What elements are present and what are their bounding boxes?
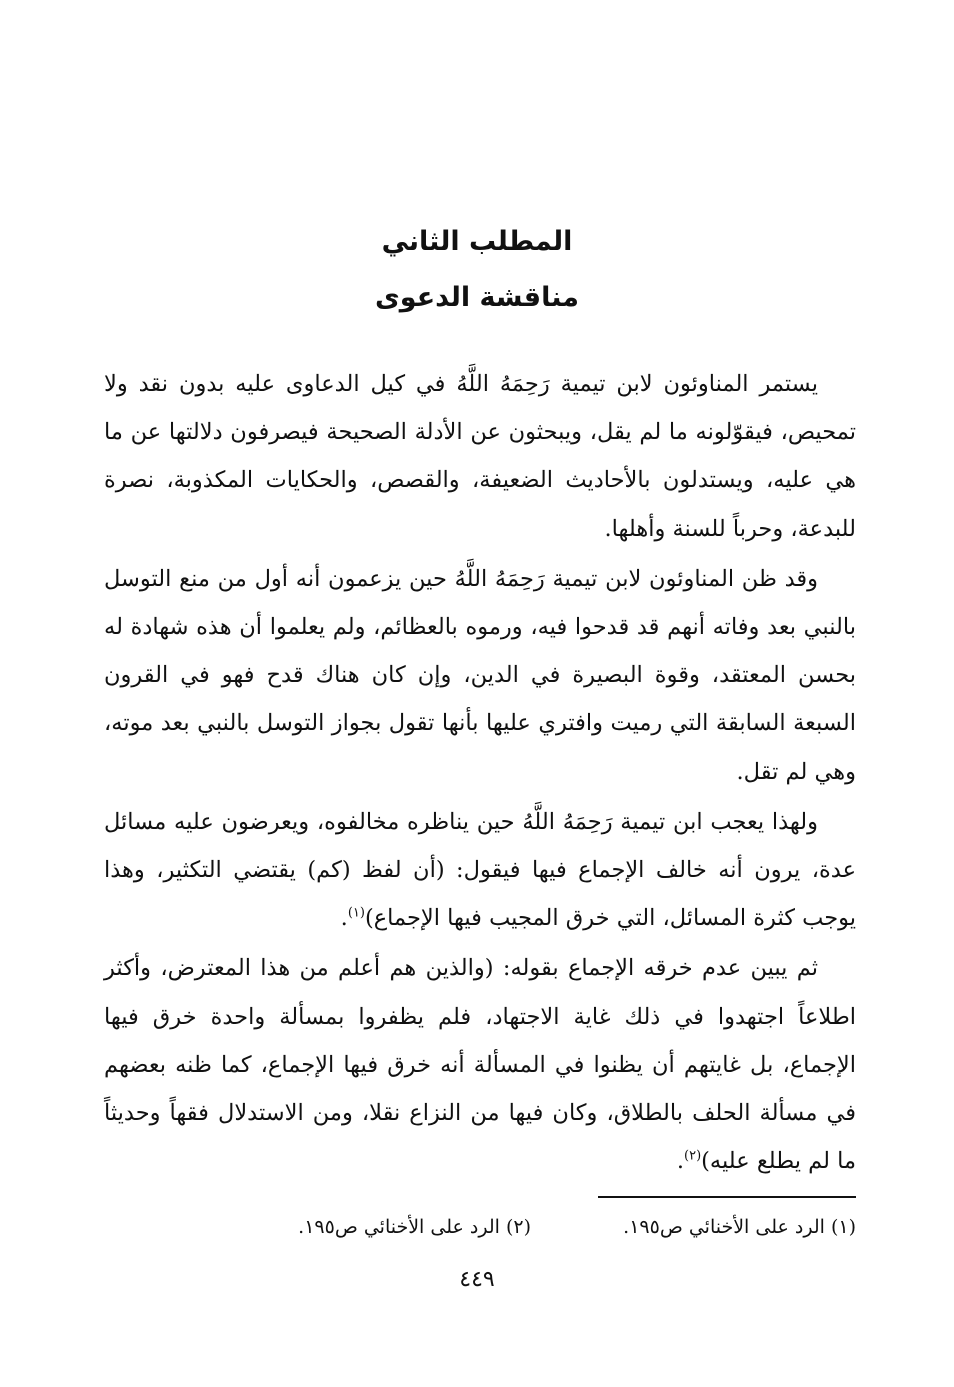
section-title: مناقشة الدعوى: [375, 282, 579, 313]
paragraph-4: [104, 944, 856, 1185]
footnote-1-text: الرد على الأخنائي ص١٩٥.: [623, 1216, 825, 1238]
footnote-ref-2: (٢): [684, 1148, 702, 1164]
heading-block: [0, 214, 954, 326]
footnote-ref-1: (١): [347, 905, 365, 921]
footnote-2-text: الرد على الأخنائي ص١٩٥.: [298, 1216, 500, 1238]
paragraph-3: [104, 798, 856, 943]
paragraph-3-end: .: [340, 905, 348, 932]
paragraph-2: [104, 555, 856, 796]
footnote-separator: [598, 1196, 856, 1198]
page-number: ٤٤٩: [459, 1267, 495, 1292]
paragraph-3-text: ولهذا يعجب ابن تيمية رَحِمَهُ اللَّهُ حين يناظره مخالفوه، ويعرضون عليه مسائل عدة، يرون أنه خالف الإجماع فيها فيقول: (أن لفظ (كم) يقتضي التكثير، وهذا يوجب كثرة المسائل، التي خرق المجيب فيها الإجماع): [104, 808, 856, 932]
paragraph-1-text: يستمر المناوئون لابن تيمية رَحِمَهُ اللَّهُ في كيل الدعاوى عليه بدون نقد ولا تمحيص، فيقوّلونه ما لم يقل، ويبحثون عن الأدلة الصحيحة فيصرفون دلالتها عن ما هي عليه، ويستدلون بالأحاديث الضعيفة، والقصص، والحكايات المكذوبة، نصرة للبدعة، وحرباً للسنة وأهلها.: [104, 371, 856, 542]
footnote-2-number: (٢): [505, 1216, 531, 1238]
paragraph-2-text: وقد ظن المناوئون لابن تيمية رَحِمَهُ اللَّهُ حين يزعمون أنه أول من منع التوسل بالنبي بعد وفاته أنهم قد قدحوا فيه، ورموه بالعظائم، ولم يعلموا أن هذه شهادة له بحسن المعتقد، وقوة البصيرة في الدين، وإن كان هناك قدح فهو في القرون السبعة السابقة التي رميت وافتري عليها بأنها تقول بجواز التوسل بالنبي بعد موته، وهي لم تقل.: [104, 565, 856, 785]
paragraph-1: [104, 360, 856, 553]
paragraph-4-text: ثم يبين عدم خرقه الإجماع بقوله: (والذين هم أعلم من هذا المعترض، وأكثر اطلاعاً اجتهدوا في ذلك غاية الاجتهاد، فلم يظفروا بمسألة واحدة خرق فيها الإجماع، بل غايتهم أن يظنوا في المسألة أنه خرق فيها الإجماع، كما ظنه بعضهم في مسألة الحلف بالطلاق، وكان فيها من النزاع نقلا، ومن الاستدلال فقهاً وحديثاً ما لم يطلع عليه): [104, 955, 856, 1175]
footnote-1: [623, 1212, 856, 1242]
footnote-2: [298, 1212, 531, 1242]
paragraph-4-end: .: [676, 1148, 685, 1175]
section-heading: المطلب الثاني: [381, 226, 573, 257]
body-text: [104, 360, 856, 1187]
footnote-1-number: (١): [830, 1216, 856, 1238]
